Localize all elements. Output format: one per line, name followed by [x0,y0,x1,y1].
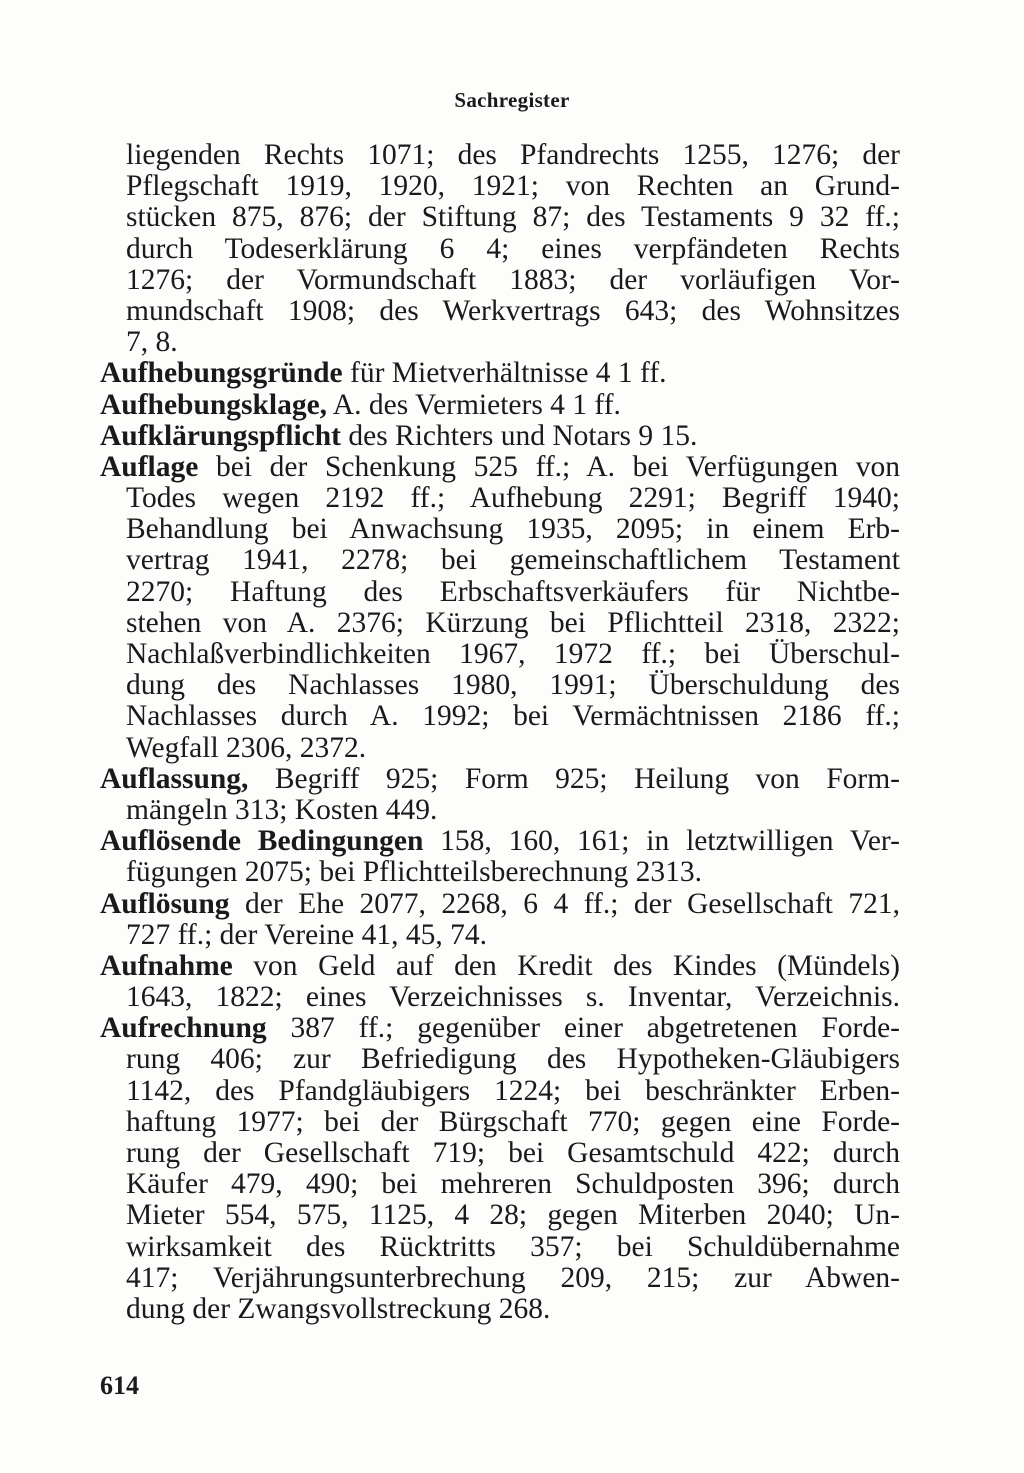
entry-line: mundschaft 1908; des Werkvertrags 643; des Wohnsitzes [126,294,900,327]
entry-line: rung der Gesellschaft 719; bei Gesamtschuld 422; durch [126,1137,900,1169]
entry-line: Behandlung bei Anwachsung 1935, 2095; in einem Erb- [126,513,900,546]
entry-line: 417; Verjährungsunterbrechung 209, 215; zur Abwen- [126,1261,900,1294]
entry-line: dung der Zwangsvollstreckung 268. [126,1292,551,1325]
index-entry-aufhebungsklage [100,390,900,421]
entry-line [100,421,900,452]
entry-line: Nachlaßverbindlichkeiten 1967, 1972 ff.; bei Überschul- [126,638,900,670]
entry-line: Nachlasses durch A. 1992; bei Vermächtnissen 2186 ff.; [126,700,900,733]
entry-line: liegenden Rechts 1071; des Pfandrechts 1255, 1276; der [126,139,900,171]
entry-text: für Mietverhältnisse 4 1 ff. [342,357,667,390]
entry-line: vertrag 1941, 2278; bei gemeinschaftlichem Testament [126,544,900,577]
entry-text: 158, 160, 161; in letztwilligen Ver- [423,825,900,858]
entry-line: Todes wegen 2192 ff.; Aufhebung 2291; Begriff 1940; [126,482,900,515]
index-body [100,140,900,1325]
entry-line: wirksamkeit des Rücktritts 357; bei Schuldübernahme [126,1230,900,1263]
entry-line: 1142, des Pfandgläubigers 1224; bei beschränkter Erben- [126,1074,900,1107]
entry-line: haftung 1977; bei der Bürgschaft 770; gegen eine Forde- [126,1105,900,1138]
entry-line [100,889,900,920]
index-entry-aufklaerungspflicht [100,421,900,452]
entry-keyword: Auflösung [100,887,230,920]
entry-line: rung 406; zur Befriedigung des Hypotheken-Gläubigers [126,1043,900,1076]
index-entry-aufrechnung [100,1013,900,1325]
entry-line [100,951,900,982]
entry-line: stücken 875, 876; der Stiftung 87; des Testaments 9 32 ff.; [126,201,900,234]
entry-text: 387 ff.; gegenüber einer abgetretenen Forde- [266,1012,900,1045]
entry-text: des Richters und Notars 9 15. [340,419,698,452]
entry-keyword: Auflassung, [100,762,249,795]
entry-line: Pflegschaft 1919, 1920, 1921; von Rechten an Grund- [126,170,900,203]
entry-line: stehen von A. 2376; Kürzung bei Pflichtteil 2318, 2322; [126,606,900,639]
entry-line: mängeln 313; Kosten 449. [126,793,438,826]
index-entry-auflage [100,452,900,764]
entry-line [100,1013,900,1044]
entry-line: durch Todeserklärung 6 4; eines verpfändeten Rechts [126,232,900,265]
entry-keyword: Auflage [100,450,199,483]
entry-text: von Geld auf den Kredit des Kindes (Mündels) [232,949,900,982]
index-entry-aufloesende-bedingungen [100,826,900,888]
entry-line: 2270; Haftung des Erbschaftsverkäufers für Nichtbe- [126,575,900,608]
index-entry-aufhebungsgruende [100,358,900,389]
index-entry-aufnahme [100,951,900,1013]
entry-line: 1276; der Vormundschaft 1883; der vorläufigen Vor- [126,263,900,296]
entry-keyword: Aufhebungsklage, [100,388,328,421]
entry-line: 7, 8. [126,326,178,359]
entry-line: dung des Nachlasses 1980, 1991; Überschuldung des [126,669,900,702]
entry-line: Käufer 479, 490; bei mehreren Schuldposten 396; durch [126,1168,900,1201]
entry-line [100,358,900,389]
index-entry-auflassung [100,764,900,826]
entry-keyword: Aufklärungspflicht [100,419,341,452]
entry-keyword: Aufrechnung [100,1012,267,1045]
entry-text: bei der Schenkung 525 ff.; A. bei Verfügungen von [198,450,900,483]
running-header: Sachregister [454,88,570,112]
entry-line [100,826,900,857]
entry-keyword: Aufhebungsgründe [100,357,343,390]
entry-line [100,452,900,483]
entry-line: fügungen 2075; bei Pflichtteilsberechnung 2313. [126,856,702,889]
entry-keyword: Auflösende Bedingungen [100,825,424,858]
entry-keyword: Aufnahme [100,949,233,982]
entry-text: Begriff 925; Form 925; Heilung von Form- [248,762,900,795]
index-entry-aufloesung [100,889,900,951]
entry-text: der Ehe 2077, 2268, 6 4 ff.; der Gesellschaft 721, [229,887,900,920]
page-number: 614 [100,1371,139,1400]
entry-line [100,390,900,421]
entry-line: Wegfall 2306, 2372. [126,731,367,764]
entry-line [100,764,900,795]
entry-line: 727 ff.; der Vereine 41, 45, 74. [126,918,488,951]
entry-text: A. des Vermieters 4 1 ff. [327,388,621,421]
entry-line: 1643, 1822; eines Verzeichnisses s. Inventar, Verzeichnis. [126,981,900,1014]
index-entry-continued [100,140,900,358]
entry-line: Mieter 554, 575, 1125, 4 28; gegen Miterben 2040; Un- [126,1199,900,1232]
